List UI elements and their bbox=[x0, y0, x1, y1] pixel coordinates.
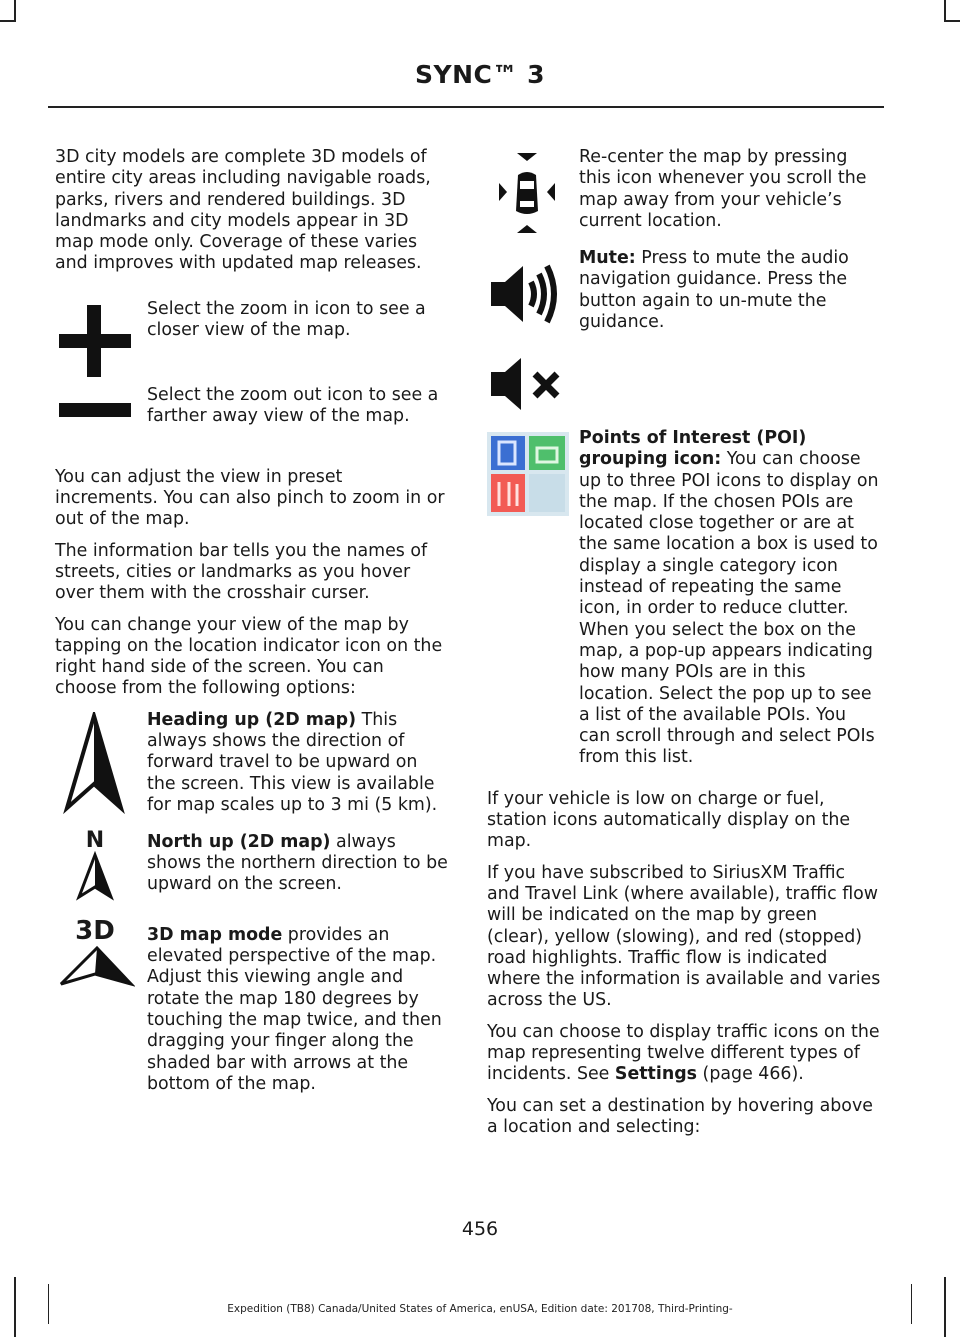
zoom-in-icon bbox=[55, 301, 135, 381]
heading-up-label: Heading up (2D map) bbox=[147, 709, 357, 730]
zoom-in-text: Select the zoom in icon to see a closer view of the map. bbox=[147, 298, 426, 341]
incidents-text: You can choose to display traffic icons on the map representing twelve different types of incidents. See bbox=[487, 1021, 880, 1085]
north-up-row bbox=[55, 827, 450, 925]
poi-grouping-icon bbox=[487, 432, 569, 516]
zoom-in-row bbox=[55, 285, 450, 371]
mute-text bbox=[579, 248, 882, 333]
recenter-text: Re-center the map by pressing this icon whenever you scroll the map away from your vehicle’s current location. bbox=[579, 147, 867, 231]
heading-up-row bbox=[55, 710, 450, 832]
paragraph-adjust-view: You can adjust the view in preset increments. You can also pinch to zoom in or out of the map. bbox=[55, 466, 445, 530]
north-arrow-icon bbox=[55, 851, 135, 903]
map-3d-label: 3D map mode bbox=[147, 924, 283, 945]
map-3d-description: provides an elevated perspective of the map. Adjust this viewing angle and rotate the map 180 degrees by touching the map twice, and then dragging your finger along the shaded bar with arrows at the bottom of the map. bbox=[147, 924, 442, 1094]
map-3d-icon bbox=[55, 915, 135, 997]
mute-label: Mute: bbox=[579, 248, 636, 268]
edition-footer: Expedition (TB8) Canada/United States of America, enUSA, Edition date: 201708, Third-Printing- bbox=[227, 1303, 733, 1315]
crop-mark bbox=[14, 0, 16, 22]
heading-up-text bbox=[147, 710, 450, 816]
map-3d-arrow-icon bbox=[55, 942, 135, 990]
mute-description: Press to mute the audio navigation guidance. Press the button again to un-mute the guidance. bbox=[579, 248, 849, 332]
map-3d-glyph: 3D bbox=[75, 915, 115, 946]
poi-description: You can choose up to three POI icons to display on the map. If the chosen POIs are located close together or are at the same location a box is used to display a single category icon instead of repeating the same icon, in order to reduce clutter. When you select the box on the map, a pop-up appears indicating how many POIs are in this location. Select the pop up to see a list of the available POIs. You can scroll through and select POIs from this list. bbox=[579, 449, 879, 768]
poi-row bbox=[487, 428, 882, 769]
poi-label: Points of Interest (POI) grouping icon: bbox=[579, 428, 807, 470]
paragraph-incidents bbox=[487, 1022, 882, 1086]
north-up-text bbox=[147, 832, 450, 896]
page-title: SYNC™ 3 bbox=[415, 60, 545, 89]
heading-up-arrow-icon bbox=[59, 712, 129, 822]
crop-mark bbox=[944, 0, 946, 22]
zoom-out-icon bbox=[55, 383, 135, 423]
zoom-out-text: Select the zoom out icon to see a farther away view of the map. bbox=[147, 384, 439, 427]
mute-row bbox=[487, 248, 882, 428]
zoom-out-row bbox=[55, 371, 450, 467]
crop-mark bbox=[0, 20, 16, 22]
speaker-muted-icon bbox=[487, 348, 567, 418]
north-up-label: North up (2D map) bbox=[147, 831, 331, 852]
settings-link[interactable]: Settings bbox=[614, 1064, 698, 1085]
north-up-description: always shows the northern direction to be upward on the screen. bbox=[147, 831, 448, 895]
paragraph-info-bar: The information bar tells you the names of streets, cities or landmarks as you hover over them with the crosshair curser. bbox=[55, 540, 428, 604]
left-column bbox=[55, 147, 450, 1105]
paragraph-destination: You can set a destination by hovering above a location and selecting: bbox=[487, 1095, 873, 1137]
page-number: 456 bbox=[461, 1218, 499, 1240]
crop-mark bbox=[944, 20, 960, 22]
paragraph-traffic: If you have subscribed to SiriusXM Traffic and Travel Link (where available), traffic flow will be indicated on the map by green (clear), yellow (slowing), and red (stopped) road highlights. Traffic flow is indicated where the information is available and varies across the US. bbox=[487, 862, 881, 1011]
heading-up-description: This always shows the direction of forward travel to be upward on the screen. This view is available for map scales up to 3 mi (5 km). bbox=[147, 709, 438, 815]
paragraph-change-view: You can change your view of the map by tapping on the location indicator icon on the right hand side of the screen. You can choose from the following options: bbox=[55, 614, 443, 699]
recenter-row bbox=[487, 147, 882, 248]
speaker-icon bbox=[487, 254, 567, 334]
map-3d-row bbox=[55, 915, 450, 1095]
right-column bbox=[487, 147, 882, 1148]
recenter-icon bbox=[487, 151, 567, 235]
paragraph-charge: If your vehicle is low on charge or fuel, station icons automatically display on the map. bbox=[487, 788, 851, 852]
incidents-page-ref: (page 466). bbox=[697, 1064, 804, 1085]
north-glyph: N bbox=[85, 827, 105, 853]
header-divider bbox=[48, 106, 884, 108]
north-up-icon bbox=[55, 827, 135, 910]
paragraph-3d-city-models: 3D city models are complete 3D models of entire city areas including navigable roads, parks, rivers and rendered buildings. 3D landmarks and city models appear in 3D map mode only. Coverage of these varies and improves with updated map releases. bbox=[55, 147, 431, 274]
